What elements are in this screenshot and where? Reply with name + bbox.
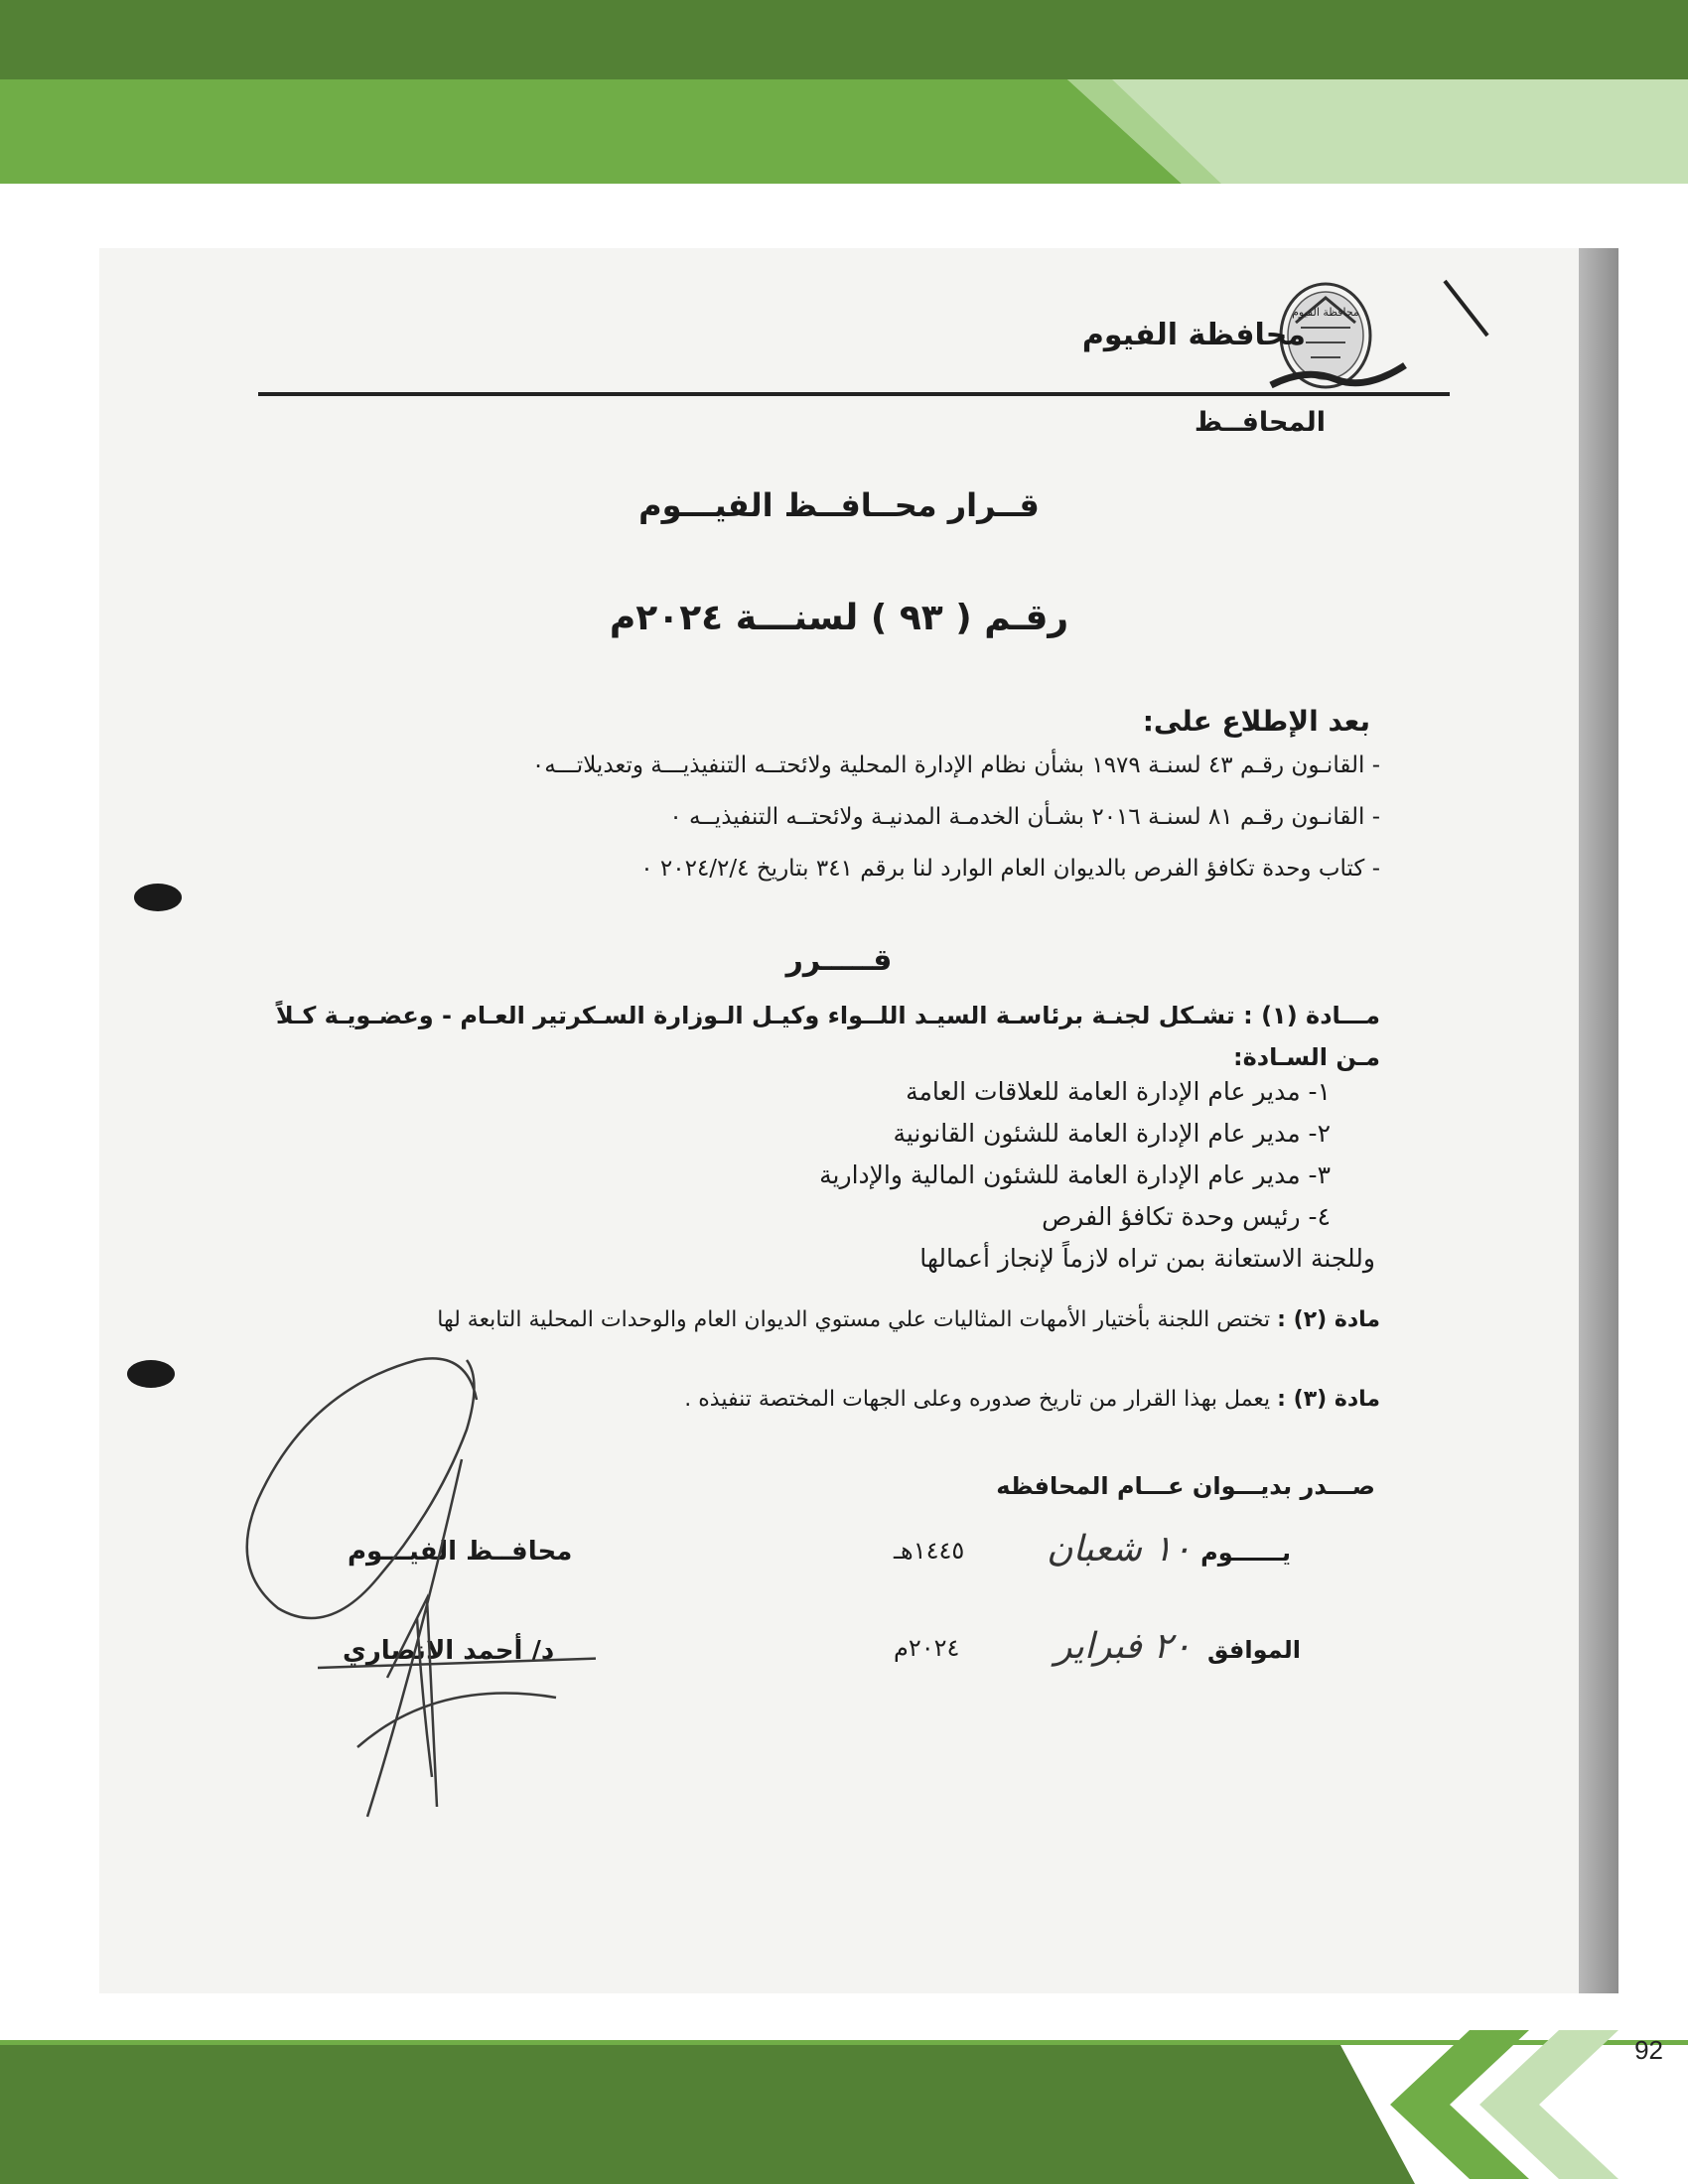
- committee-member: ٤- رئيس وحدة تكافؤ الفرص: [1042, 1202, 1331, 1231]
- decree-title: قــرار محــافــظ الفيـــوم: [638, 486, 1040, 524]
- signatory-title: محافــظ الفيـــوم: [348, 1537, 573, 1567]
- emblem-text: محافظة الفيوم: [1292, 306, 1359, 319]
- article-2-label: مادة (٢) :: [1277, 1307, 1380, 1332]
- article-1: مـــادة (١) : تشـكل لجنـة برئاسـة السيـد اللــواء وكيـل الـوزارة السـكرتير العـام - وعضـويـة كـلاً مـن السـادة:: [275, 1002, 1380, 1071]
- committee-member: ١- مدير عام الإدارة العامة للعلاقات العامة: [906, 1077, 1331, 1106]
- article-2: [437, 1307, 1380, 1332]
- hijri-year: ١٤٤٥هـ: [894, 1537, 965, 1565]
- article-3-text: يعمل بهذا القرار من تاريخ صدوره وعلى الجهات المختصة تنفيذه .: [684, 1387, 1278, 1412]
- handwritten-hijri-date: ١٠ شعبان: [1047, 1529, 1192, 1570]
- gregorian-label: الموافق: [1207, 1636, 1301, 1664]
- page-number: 92: [1634, 2035, 1663, 2065]
- committee-member: ٢- مدير عام الإدارة العامة للشئون القانونية: [893, 1119, 1331, 1148]
- governorate-name: محافظة الفيوم: [1081, 318, 1306, 352]
- governor-signature: [218, 1340, 596, 1866]
- article-3-label: مادة (٣) :: [1277, 1387, 1380, 1412]
- scan-edge-shadow: [1579, 248, 1618, 1993]
- decision-heading: قـــــرر: [785, 943, 893, 978]
- article-3: [684, 1387, 1380, 1412]
- signatory-name: د/ أحمد الانصاري: [343, 1636, 555, 1666]
- committee-member: ٣- مدير عام الإدارة العامة للشئون المالية والإدارية: [819, 1160, 1331, 1189]
- pen-mark-icon: [1440, 276, 1499, 345]
- top-banner: [0, 0, 1688, 189]
- decree-document: [99, 248, 1579, 1993]
- issued-at: صـــدر بديـــوان عـــام المحافظه: [996, 1472, 1375, 1500]
- handwritten-gregorian-date: ٢٠ فبراير: [1055, 1626, 1192, 1667]
- office-title: المحافــظ: [1194, 407, 1326, 438]
- header-rule: [258, 392, 1450, 396]
- preamble-heading: بعد الإطلاع على:: [1142, 705, 1370, 738]
- decree-number: رقـم ( ٩٣ ) لسنـــة ٢٠٢٤م: [609, 598, 1069, 638]
- footer-banner: [0, 2025, 1688, 2184]
- article-2-text: تختص اللجنة بأختيار الأمهات المثاليات علي مستوي الديوان العام والوحدات المحلية التابعة لها: [437, 1307, 1278, 1332]
- reference-item: - القانـون رقـم ٤٣ لسنـة ١٩٧٩ بشأن نظام الإدارة المحلية ولائحتــه التنفيذيـــة وتعديلاتـــه٠: [531, 752, 1380, 778]
- gregorian-year: ٢٠٢٤م: [894, 1634, 960, 1662]
- day-label: يــــــوم: [1200, 1539, 1291, 1567]
- committee-note: وللجنة الاستعانة بمن تراه لازماً لإنجاز أعمالها: [919, 1244, 1375, 1273]
- reference-item: - القانـون رقـم ٨١ لسنـة ٢٠١٦ بشـأن الخدمـة المدنيـة ولائحتــه التنفيذيــه ٠: [669, 804, 1380, 830]
- reference-item: - كتاب وحدة تكافؤ الفرص بالديوان العام الوارد لنا برقم ٣٤١ بتاريخ ٢٠٢٤/٢/٤ ٠: [640, 856, 1380, 882]
